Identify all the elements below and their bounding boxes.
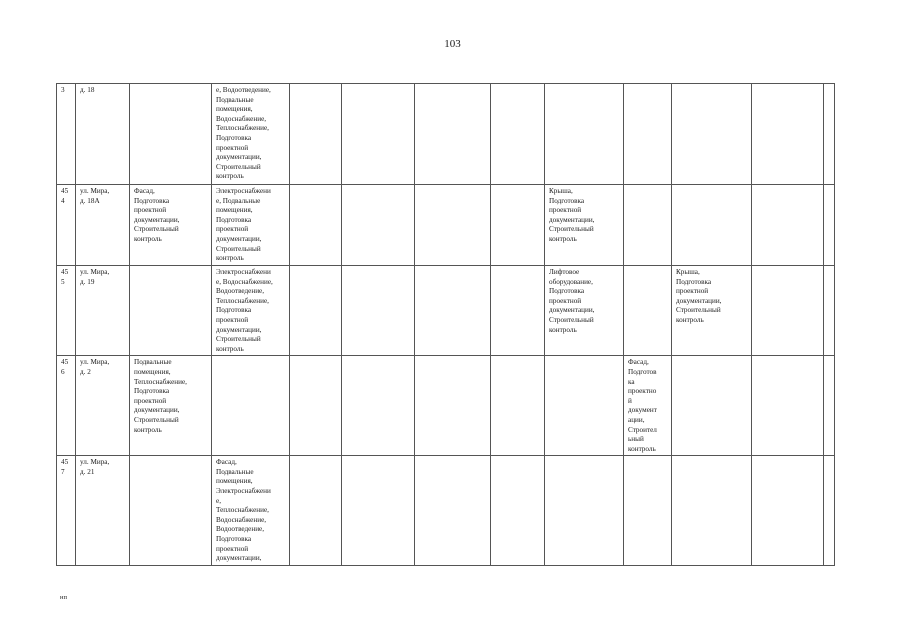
row-number-cell: 45 7 <box>57 456 76 566</box>
work-cell <box>624 266 672 356</box>
work-cell <box>415 356 491 456</box>
work-cell <box>752 185 824 266</box>
work-cell <box>672 456 752 566</box>
work-cell <box>415 84 491 185</box>
work-cell <box>824 84 835 185</box>
work-cell <box>130 84 212 185</box>
work-cell <box>290 456 342 566</box>
work-cell <box>824 356 835 456</box>
work-cell: Крыша, Подготовка проектной документации, Строительный контроль <box>672 266 752 356</box>
address-cell: ул. Мира, д. 21 <box>76 456 130 566</box>
work-cell <box>752 456 824 566</box>
work-cell <box>415 185 491 266</box>
table-row <box>57 185 835 266</box>
work-cell <box>491 266 545 356</box>
work-cell <box>545 84 624 185</box>
row-number-cell: 45 4 <box>57 185 76 266</box>
work-cell <box>824 266 835 356</box>
work-cell <box>342 266 415 356</box>
work-cell <box>290 84 342 185</box>
work-cell <box>545 356 624 456</box>
work-cell <box>290 356 342 456</box>
work-cell: Фасад, Подвальные помещения, Электроснабжени е, Теплоснабжение, Водоснабжение, Водоотведение, Подготовка проектной документации, <box>212 456 290 566</box>
work-cell: Электроснабжени е, Подвальные помещения, Подготовка проектной документации, Строительный контроль <box>212 185 290 266</box>
work-cell <box>212 356 290 456</box>
work-cell: Фасад, Подготов ка проектно й документ ации, Строител ьный контроль <box>624 356 672 456</box>
address-cell: ул. Мира, д. 19 <box>76 266 130 356</box>
work-cell <box>491 456 545 566</box>
address-cell: ул. Мира, д. 2 <box>76 356 130 456</box>
work-cell <box>342 356 415 456</box>
work-cell <box>130 456 212 566</box>
work-cell <box>672 356 752 456</box>
address-cell: д. 18 <box>76 84 130 185</box>
row-number-cell: 45 6 <box>57 356 76 456</box>
work-cell <box>545 456 624 566</box>
work-cell <box>824 185 835 266</box>
work-cell <box>752 266 824 356</box>
work-cell: Электроснабжени е, Водоснабжение, Водоотведение, Теплоснабжение, Подготовка проектной документации, Строительный контроль <box>212 266 290 356</box>
work-cell <box>342 456 415 566</box>
work-cell <box>672 185 752 266</box>
footer-note: нп <box>60 594 67 601</box>
work-cell: е, Водоотведение, Подвальные помещения, Водоснабжение, Теплоснабжение, Подготовка проектной документации, Строительный контроль <box>212 84 290 185</box>
work-cell: Лифтовое оборудование, Подготовка проектной документации, Строительный контроль <box>545 266 624 356</box>
table-row <box>57 84 835 185</box>
page-number: 103 <box>444 38 461 50</box>
work-cell <box>824 456 835 566</box>
work-cell <box>130 266 212 356</box>
work-cell <box>342 84 415 185</box>
work-cell <box>290 185 342 266</box>
row-number-cell: 45 5 <box>57 266 76 356</box>
row-number-cell: 3 <box>57 84 76 185</box>
work-cell: Фасад, Подготовка проектной документации, Строительный контроль <box>130 185 212 266</box>
works-table <box>56 83 835 566</box>
work-cell <box>672 84 752 185</box>
work-cell: Крыша, Подготовка проектной документации, Строительный контроль <box>545 185 624 266</box>
work-cell <box>491 356 545 456</box>
work-cell <box>342 185 415 266</box>
work-cell <box>624 456 672 566</box>
work-cell <box>624 185 672 266</box>
table-row <box>57 266 835 356</box>
work-cell <box>752 356 824 456</box>
work-cell <box>491 185 545 266</box>
work-cell: Подвальные помещения, Теплоснабжение, Подготовка проектной документации, Строительный контроль <box>130 356 212 456</box>
table-row <box>57 356 835 456</box>
work-cell <box>415 456 491 566</box>
work-cell <box>290 266 342 356</box>
address-cell: ул. Мира, д. 18А <box>76 185 130 266</box>
work-cell <box>752 84 824 185</box>
work-cell <box>491 84 545 185</box>
work-cell <box>624 84 672 185</box>
table-row <box>57 456 835 566</box>
work-cell <box>415 266 491 356</box>
